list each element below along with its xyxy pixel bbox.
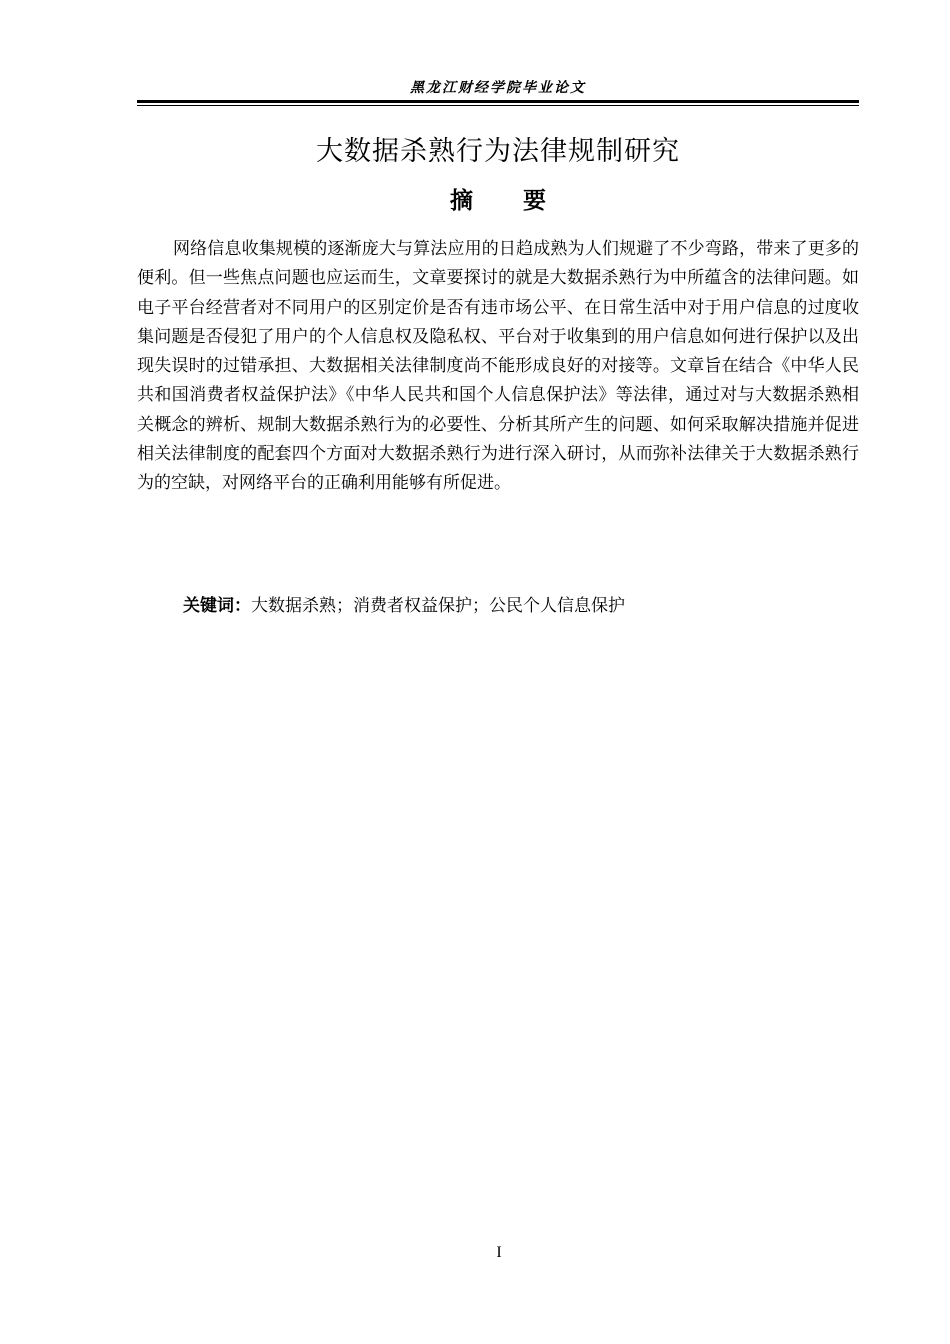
abstract-body: 网络信息收集规模的逐渐庞大与算法应用的日趋成熟为人们规避了不少弯路，带来了更多的便利。但一些焦点问题也应运而生，文章要探讨的就是大数据杀熟行为中所蕴含的法律问题。如电子平台经营者对不同用户的区别定价是否有违市场公平、在日常生活中对于用户信息的过度收集问题是否侵犯了用户的个人信息权及隐私权、平台对于收集到的用户信息如何进行保护以及出现失误时的过错承担、大数据相关法律制度尚不能形成良好的对接等。文章旨在结合《中华人民共和国消费者权益保护法》《中华人民共和国个人信息保护法》等法律，通过对与大数据杀熟相关概念的辨析、规制大数据杀熟行为的必要性、分析其所产生的问题、如何采取解决措施并促进相关法律制度的配套四个方面对大数据杀熟行为进行深入研讨，从而弥补法律关于大数据杀熟行为的空缺，对网络平台的正确利用能够有所促进。 bbox=[137, 239, 859, 494]
page-number: I bbox=[496, 1244, 502, 1261]
header-rule-thick bbox=[137, 100, 859, 103]
keywords-text: 大数据杀熟；消费者权益保护；公民个人信息保护 bbox=[251, 596, 625, 616]
keywords-label: 关键词： bbox=[183, 596, 251, 616]
running-header: 黑龙江财经学院毕业论文 bbox=[410, 80, 586, 96]
keywords-line bbox=[183, 593, 859, 619]
abstract-heading: 摘要 bbox=[450, 188, 596, 214]
header-rule-thin bbox=[137, 105, 859, 106]
thesis-title: 大数据杀熟行为法律规制研究 bbox=[316, 136, 680, 167]
